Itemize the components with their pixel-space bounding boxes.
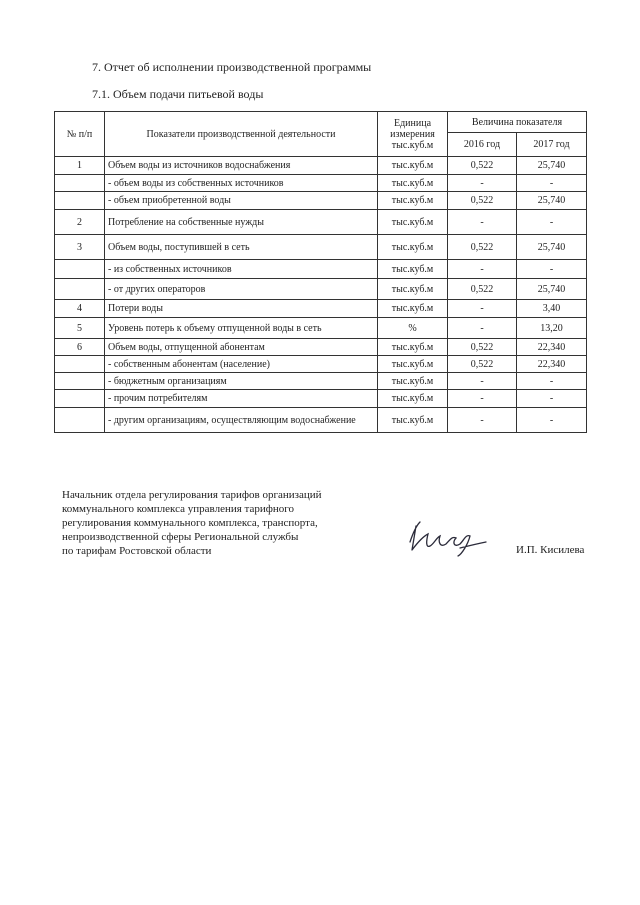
unit-cell: тыс.куб.м [378, 408, 448, 433]
row-number: 1 [55, 157, 105, 175]
signatory-title-line: коммунального комплекса управления тарифного [62, 503, 294, 515]
header-2016: 2016 год [448, 133, 517, 157]
value-2016-cell: - [448, 390, 517, 408]
value-2016-cell: - [448, 300, 517, 318]
row-number [55, 356, 105, 373]
value-2016-cell: - [448, 210, 517, 235]
header-2017: 2017 год [517, 133, 587, 157]
indicator-cell: Объем воды, отпущенной абонентам [105, 339, 378, 356]
value-2017-cell: - [517, 408, 587, 433]
table-row [55, 175, 587, 192]
value-2017-cell: - [517, 373, 587, 390]
row-number [55, 175, 105, 192]
table-row [55, 318, 587, 339]
value-2016-cell: - [448, 373, 517, 390]
row-number [55, 192, 105, 210]
indicator-cell: - из собственных источников [105, 260, 378, 279]
indicator-cell: Потребление на собственные нужды [105, 210, 378, 235]
table-row [55, 356, 587, 373]
unit-cell: тыс.куб.м [378, 210, 448, 235]
signatory-title-line: по тарифам Ростовской области [62, 545, 212, 557]
value-2016-cell: - [448, 318, 517, 339]
table-row [55, 300, 587, 318]
value-2016-cell: 0,522 [448, 339, 517, 356]
value-2016-cell: 0,522 [448, 279, 517, 300]
header-unit: Единица измерения тыс.куб.м [378, 112, 448, 157]
value-2016-cell: - [448, 175, 517, 192]
indicator-cell: - объем приобретенной воды [105, 192, 378, 210]
indicator-cell: Объем воды, поступившей в сеть [105, 235, 378, 260]
row-number: 6 [55, 339, 105, 356]
value-2016-cell: - [448, 408, 517, 433]
table-row [55, 210, 587, 235]
unit-cell: тыс.куб.м [378, 175, 448, 192]
header-num: № п/п [55, 112, 105, 157]
table-row [55, 339, 587, 356]
value-2017-cell: - [517, 390, 587, 408]
unit-cell: тыс.куб.м [378, 235, 448, 260]
signatory-title-line: Начальник отдела регулирования тарифов организаций [62, 489, 322, 501]
row-number: 4 [55, 300, 105, 318]
unit-cell: тыс.куб.м [378, 192, 448, 210]
row-number: 2 [55, 210, 105, 235]
table-row [55, 279, 587, 300]
section-heading: 7. Отчет об исполнении производственной программы [92, 60, 372, 74]
value-2017-cell: - [517, 260, 587, 279]
unit-cell: тыс.куб.м [378, 339, 448, 356]
value-2017-cell: - [517, 175, 587, 192]
row-number [55, 373, 105, 390]
table-row [55, 235, 587, 260]
unit-cell: тыс.куб.м [378, 373, 448, 390]
value-2017-cell: - [517, 210, 587, 235]
unit-cell: тыс.куб.м [378, 356, 448, 373]
row-number [55, 260, 105, 279]
unit-cell: тыс.куб.м [378, 300, 448, 318]
value-2016-cell: 0,522 [448, 356, 517, 373]
handwritten-signature [400, 512, 500, 562]
indicator-cell: - бюджетным организациям [105, 373, 378, 390]
row-number [55, 390, 105, 408]
indicator-cell: - другим организациям, осуществляющим водоснабжение [105, 408, 378, 433]
value-2016-cell: - [448, 260, 517, 279]
unit-cell: тыс.куб.м [378, 157, 448, 175]
table-row [55, 192, 587, 210]
indicator-cell: - объем воды из собственных источников [105, 175, 378, 192]
subsection-heading: 7.1. Объем подачи питьевой воды [92, 87, 264, 101]
signatory-name: И.П. Кисилева [516, 544, 585, 556]
value-2016-cell: 0,522 [448, 192, 517, 210]
table-row [55, 373, 587, 390]
value-2017-cell: 22,340 [517, 339, 587, 356]
value-2017-cell: 3,40 [517, 300, 587, 318]
row-number: 5 [55, 318, 105, 339]
indicator-cell: - от других операторов [105, 279, 378, 300]
indicator-cell: Объем воды из источников водоснабжения [105, 157, 378, 175]
value-2017-cell: 13,20 [517, 318, 587, 339]
unit-cell: тыс.куб.м [378, 279, 448, 300]
indicator-cell: Уровень потерь к объему отпущенной воды в сеть [105, 318, 378, 339]
signatory-title-line: регулирования коммунального комплекса, транспорта, [62, 517, 318, 529]
indicator-cell: Потери воды [105, 300, 378, 318]
value-2017-cell: 25,740 [517, 157, 587, 175]
signatory-block [62, 488, 322, 558]
header-value: Величина показателя [448, 112, 587, 133]
table-row [55, 157, 587, 175]
unit-cell: тыс.куб.м [378, 390, 448, 408]
table-row [55, 260, 587, 279]
value-2017-cell: 25,740 [517, 279, 587, 300]
value-2017-cell: 25,740 [517, 192, 587, 210]
header-indicator: Показатели производственной деятельности [105, 112, 378, 157]
water-supply-table [54, 111, 587, 433]
table-row [55, 390, 587, 408]
signatory-title-line: непроизводственной сферы Региональной службы [62, 531, 299, 543]
row-number [55, 408, 105, 433]
unit-cell: % [378, 318, 448, 339]
row-number: 3 [55, 235, 105, 260]
value-2016-cell: 0,522 [448, 157, 517, 175]
value-2017-cell: 25,740 [517, 235, 587, 260]
row-number [55, 279, 105, 300]
value-2017-cell: 22,340 [517, 356, 587, 373]
indicator-cell: - собственным абонентам (население) [105, 356, 378, 373]
unit-cell: тыс.куб.м [378, 260, 448, 279]
value-2016-cell: 0,522 [448, 235, 517, 260]
table-row [55, 408, 587, 433]
indicator-cell: - прочим потребителям [105, 390, 378, 408]
